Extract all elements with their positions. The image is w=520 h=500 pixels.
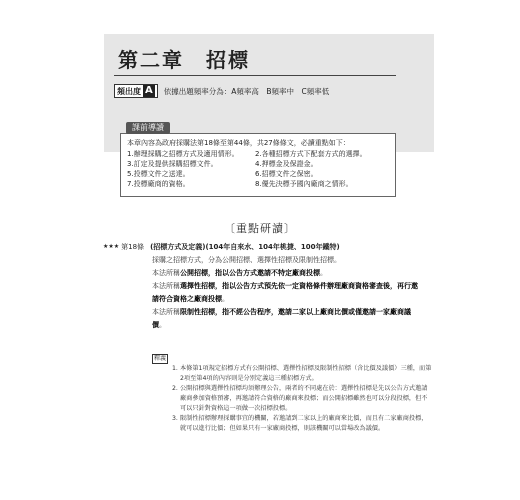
frequency-row <box>114 84 329 98</box>
paragraph-tail: 。 <box>320 269 327 277</box>
lesson-guide-item: 6.招標文件之保密。 <box>255 170 318 178</box>
paragraph-lead: 本法所稱 <box>152 269 180 277</box>
lesson-guide-intro: 本章內容為政府採購法第18條至第44條，共27條條文，必讀重點如下： <box>127 139 350 147</box>
importance-stars: ★★★ <box>103 243 120 250</box>
article-paragraph <box>152 267 422 280</box>
item-number: 2. <box>172 385 178 392</box>
item-number: 1. <box>172 365 178 372</box>
interpretation-notes <box>152 354 432 434</box>
lesson-guide-tab: 課前導讀 <box>126 122 170 134</box>
section-heading: 〔重點研讀〕 <box>224 222 296 235</box>
item-text: 本條第1項規定招標方式有公開招標、選擇性招標及限制性招標（含比價及議價）三種，而第2項至第4項的內容則是分別定義這三種招標方式。 <box>180 365 432 382</box>
interpretation-list <box>172 364 432 434</box>
item-number: 3. <box>172 415 178 422</box>
paragraph-tail: 。 <box>159 321 166 329</box>
lesson-guide-item: 3.訂定及提供採購招標文件。 <box>127 160 218 168</box>
interpretation-item <box>172 364 432 384</box>
lesson-guide-item: 7.投標廠商的資格。 <box>127 180 190 188</box>
paragraph-lead: 本法所稱 <box>152 308 180 316</box>
item-text: 限制性招標辦理採購事宜的機關，若邀請到二家以上的廠商來比價，而且有二家廠商投標，就可以進行比價；但如果只有一家廠商投標，則該機關可以當場改為議價。 <box>180 415 428 432</box>
paragraph-lead: 本法所稱 <box>152 282 180 290</box>
article-number: 第18條 <box>121 243 145 251</box>
article-header <box>103 242 423 252</box>
item-text: 公開招標與選擇性招標均須辦理公告，兩者的不同處在於：選擇性招標是先以公告方式邀請廠商參加資格預審，再邀請符合資格的廠商來投標；而公開招標雖然也可以分段投標，但不可以只針對資格這一項做一次招標投標。 <box>180 385 428 412</box>
lesson-guide-list <box>127 149 389 189</box>
paragraph-emphasis: 限制性招標，指不經公告程序，邀請二家以上廠商比價或僅邀請一家廠商議價 <box>152 308 411 329</box>
article-paragraph <box>152 254 422 267</box>
lesson-guide-item: 2.各種招標方式下配套方式的選擇。 <box>255 150 367 158</box>
article-body <box>152 254 422 332</box>
paragraph-emphasis: 公開招標，指以公告方式邀請不特定廠商投標 <box>180 269 320 277</box>
article-paragraph <box>152 280 422 306</box>
title-divider <box>114 75 396 76</box>
interpretation-item <box>172 414 432 434</box>
lesson-guide-item: 1.辦理採購之招標方式及適用情形。 <box>127 150 239 158</box>
lesson-guide-item: 8.優先決標予國內廠商之情形。 <box>255 180 353 188</box>
chapter-title: 第二章 招標 <box>118 48 250 72</box>
lesson-guide-item: 5.投標文件之送達。 <box>127 170 190 178</box>
frequency-badge-label: 頻出度 <box>117 86 141 96</box>
paragraph-text: 採購之招標方式，分為公開招標、選擇性招標及限制性招標。 <box>152 256 341 264</box>
interpretation-tag: 釋義 <box>154 355 167 362</box>
frequency-badge-letter: A <box>145 85 153 96</box>
article-paragraph <box>152 306 422 332</box>
paragraph-emphasis: 選擇性招標，指以公告方式預先依一定資格條件辦理廠商資格審查後，再行邀請符合資格之廠商投標 <box>152 282 418 303</box>
article-title: (招標方式及定義)(104年自來水、104年桃捷、100年鐵特) <box>150 243 340 251</box>
lesson-guide-box <box>120 133 396 197</box>
interpretation-item <box>172 384 432 414</box>
frequency-badge <box>114 84 158 98</box>
frequency-legend: 依據出題頻率分為：A頻率高 B頻率中 C頻率低 <box>163 86 330 96</box>
paragraph-tail: 。 <box>222 295 229 303</box>
lesson-guide-item: 4.押標金及保證金。 <box>255 160 318 168</box>
